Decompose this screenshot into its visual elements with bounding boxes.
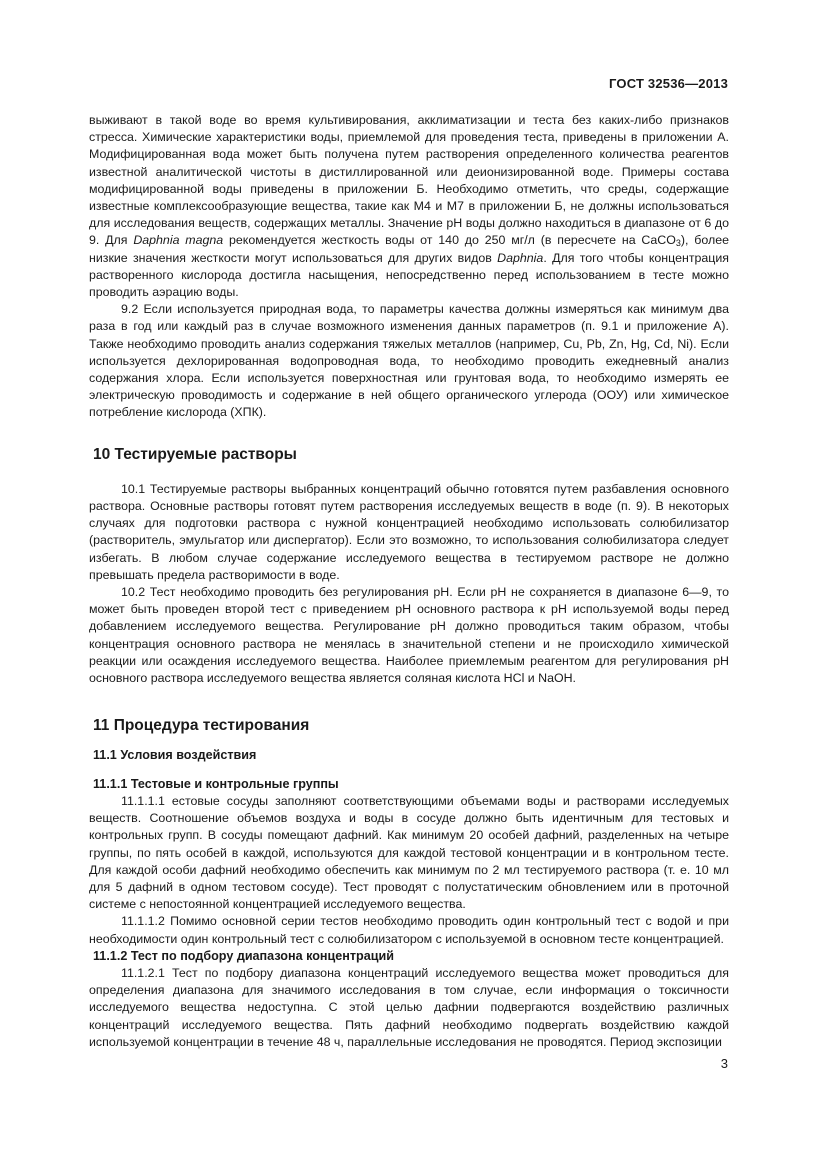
subsection-heading-11-1-1: 11.1.1 Тестовые и контрольные группы: [93, 776, 339, 791]
species-name: Daphnia: [497, 250, 544, 265]
species-name: Daphnia magna: [133, 233, 224, 248]
paragraph-9-2: 9.2 Если используется природная вода, то параметры качества должны измеряться как минимум два раза в год или каждый раз в случае возможного изменения данных параметров (п. 9.1 и приложение А). Также необходимо проводить анализ содержания тяжелых металлов (например, Cu, Pb, Zn, Hg, Cd, Ni). Если используется дехлорированная водопроводная вода, то необходимо проводить ежедневный анализ содержания хлора. Если используется поверхностная или грунтовая вода, то необходимо измерять ее электрическую проводимость и содержание в ней общего органического углерода (ООУ) или химическое потребление кислорода (ХПК).: [89, 302, 729, 420]
subsection-heading-11-1-2: 11.1.2 Тест по подбору диапазона концентраций: [93, 948, 394, 963]
subscript: 3: [675, 238, 681, 249]
section-heading-10: 10 Тестируемые растворы: [93, 445, 297, 463]
document-header: ГОСТ 32536—2013: [609, 76, 728, 91]
section-heading-11: 11 Процедура тестирования: [93, 717, 310, 735]
paragraph-11-1-2-1: 11.1.2.1 Тест по подбору диапазона концентраций исследуемого вещества может проводиться для определения диапазона для значимого исследования в том случае, если информация о токсичности исследуемого вещества недоступна. С этой целью дафнии подвергаются воздействию различных концентраций исследуемого вещества. Пять дафний необходимо подвергать воздействию каждой используемой концентрации в течение 48 ч, параллельные исследования не проводятся. Период экспозиции: [89, 965, 729, 1049]
paragraph-11-1-1-2: 11.1.1.2 Помимо основной серии тестов необходимо проводить один контрольный тест с водой и при необходимости один контрольный тест с солюбилизатором с используемой в основном тесте концентрацией.: [89, 914, 729, 946]
subsection-heading-11-1: 11.1 Условия воздействия: [93, 747, 257, 762]
paragraph-11-1-1-1: 11.1.1.1 естовые сосуды заполняют соответствующими объемами воды и растворами исследуемых веществ. Соотношение объемов воздуха и воды в сосуде должно быть идентичным для тестовых и контрольных групп. В сосуды помещают дафний. Как минимум 20 особей дафний, разделенных на четыре группы, по пять особей в каждой, используются для каждой тестовой концентрации и в контрольном тесте. Для каждой особи дафний необходимо обеспечить как минимум по 2 мл тестируемого раствора (т. е. 10 мл для 5 дафний в одном тестовом сосуде). Тест проводят с полустатическим обновлением или в проточной системе с непостоянной концентрацией исследуемого вещества.: [89, 793, 729, 912]
paragraph-10-1: 10.1 Тестируемые растворы выбранных концентраций обычно готовятся путем разбавления основного раствора. Основные растворы готовят путем растворения исследуемых веществ в воде (п. 9). В некоторых случаях для подготовки раствора с нужной концентрацией необходимо использовать солюбилизатор (растворитель, эмульгатор или диспергатор). Если это возможно, то использования солюбилизатора следует избегать. В любом случае содержание исследуемого вещества в тестируемом растворе не должно превышать предела растворимости в воде.: [89, 481, 729, 582]
page-number: 3: [720, 1056, 728, 1071]
paragraph-10-2: 10.2 Тест необходимо проводить без регулирования рН. Если рН не сохраняется в диапазоне 6—9, то может быть проведен второй тест с приведением рН основного раствора к рН используемой воды перед добавлением исследуемого вещества. Регулирование рН должно проводиться таким образом, чтобы концентрация основного раствора не менялась в значительной степени и не происходило химической реакции или осаждения исследуемого вещества. Наиболее приемлемым реагентом для регулирования рН основного раствора исследуемого вещества является соляная кислота HCl и NaOH.: [89, 585, 729, 686]
paragraph-9-1-continued: выживают в такой воде во время культивирования, акклиматизации и теста без каких-либо признаков стресса. Химические характеристики воды, приемлемой для проведения теста, приведены в приложении А. Модифицированная вода может быть получена путем растворения определенного количества реагентов известной аналитической чистоты в дистиллированной или деионизированной воде. Примеры состава модифицированной воды приведены в приложении Б. Необходимо отметить, что среды, содержащие известные комплексообразующие вещества, такие как М4 и М7 в приложении Б, не должны использоваться для исследования веществ, содержащих металлы. Значение рН воды должно находиться в диапазоне от 6 до 9. Для Daphnia magna рекомендуется жесткость воды от 140 до 250 мг/л (в пересчете на CaCO$_3$), более низкие значения жесткости могут использоваться для других видов Daphnia. Для того чтобы концентрация растворенного кислорода достигла насыщения, непосредственно перед использованием в тесте можно проводить аэрацию воды.: [89, 113, 730, 300]
document-body: [89, 112, 729, 1051]
